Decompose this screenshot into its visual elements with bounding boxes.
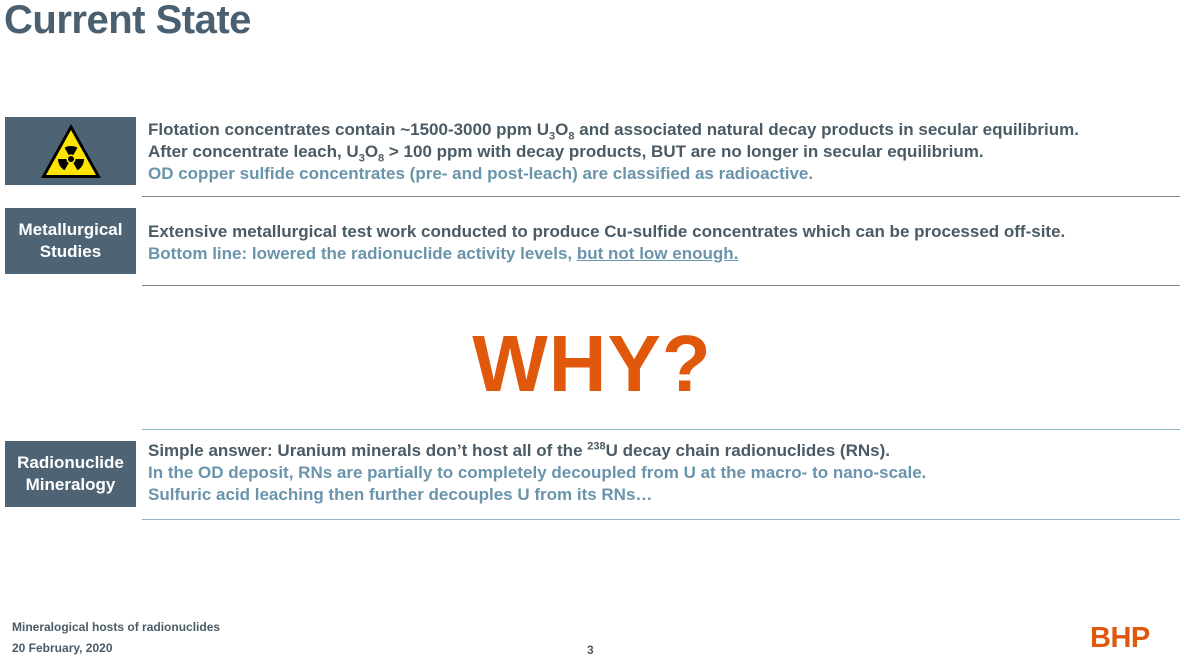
hazard-line-2: After concentrate leach, $U_3O_8 > 100$ ppm with decay products, BUT are no longer in secular equilibrium.: [148, 142, 984, 165]
why-heading: WHY?: [472, 319, 712, 408]
emphasis-underlined: but not low enough.: [576, 244, 739, 263]
metallurgical-studies-label: Metallurgical Studies: [5, 208, 136, 274]
mineralogy-line-2: In the OD deposit, RNs are partially to completely decoupled from U at the macro- to nano-scale.: [148, 463, 927, 482]
page-number: 3: [587, 643, 594, 657]
metallurgical-line-1: Extensive metallurgical test work conducted to produce Cu-sulfide concentrates which can be processed off-site.: [148, 222, 1066, 241]
hazard-label-box: [5, 117, 136, 185]
metallurgical-text: [148, 221, 1065, 265]
radiation-warning-icon: [38, 121, 104, 181]
footer-date: 20 February, 2020: [12, 641, 113, 655]
divider: [142, 429, 1180, 430]
mineralogy-line-3: Sulfuric acid leaching then further decouples U from its RNs…: [148, 485, 653, 504]
radionuclide-mineralogy-label: Radionuclide Mineralogy: [5, 441, 136, 507]
slide-title: Current State: [4, 0, 251, 42]
divider: [142, 519, 1180, 520]
mineralogy-line-1: Simple answer: Uranium minerals don’t host all of the $^{238}$U decay chain radionuclides (RNs).: [148, 440, 890, 460]
bhp-logo: BHP: [1090, 622, 1150, 654]
hazard-line-3: OD copper sulfide concentrates (pre- and post-leach) are classified as radioactive.: [148, 164, 814, 183]
footer-presentation-title: Mineralogical hosts of radionuclides: [12, 620, 221, 634]
hazard-text: [148, 119, 1079, 185]
metallurgical-line-2: Bottom line: lowered the radionuclide activity levels, but not low enough.: [148, 244, 739, 263]
divider: [142, 196, 1180, 197]
hazard-line-1: Flotation concentrates contain ~1500-3000 ppm $U_3O_8$ and associated natural decay products in secular equilibrium.: [148, 120, 1079, 143]
mineralogy-text: [148, 440, 926, 506]
divider: [142, 285, 1180, 286]
